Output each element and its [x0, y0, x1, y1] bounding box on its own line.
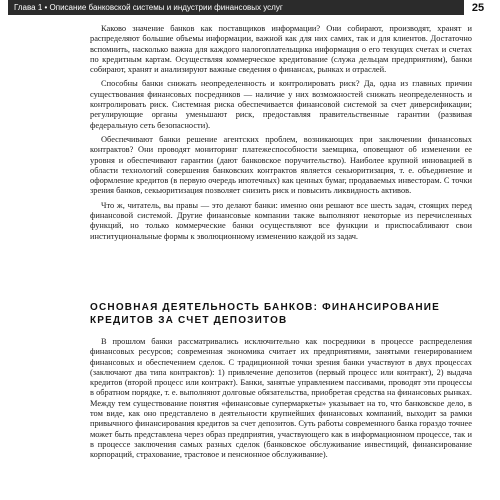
paragraph: Каково значение банков как поставщиков информации? Они собирают, производят, хранят и распределяют большие объемы информации, важной как для них самих, так и для клиентов. Достаточно вспомнить, насколько важна для каждого налогоплательщика информация о его текущих счетах и счетах по кредитным картам. Осуществляя коммерческое кредитование (служа дельцам предприятиям), банки собирают, хранят и анализируют важные сведения о финансах, рынках и отраслей. — [90, 24, 472, 75]
paragraph: Что ж, читатель, вы правы — это делают банки: именно они решают все шесть задач, стоящих перед финансовой системой. Другие финансовые компании также выполняют некоторые из перечисленных функций, но только коммерческие банки осуществляют все функции и приспосабливают свои институциональные формы к эволюционному изменению каждой из задач. — [90, 200, 472, 241]
body-text-bottom — [90, 337, 472, 465]
body-text-top — [90, 24, 472, 246]
paragraph: Обеспечивают банки решение агентских проблем, возникающих при заключении финансовых контрактов? Они проводят мониторинг платежеспособности заемщика, оповещают об изменении ее уровня и обеспечивают гарантии (дают банковское поручительство). Наиболее крупной инновацией в области технологий совершения банковских контрактов является секьюритизация, т. е. объединение и оформление кредитов (в первую очередь ипотечных) как ценных бумаг, продаваемых инвесторам. С точки зрения банков, секьюритизация позволяет снизить риск и повысить ликвидность активов. — [90, 134, 472, 196]
paragraph: Способны банки снижать неопределенность и контролировать риск? Да, одна из главных причин существования финансовых посредников — наличие у них возможностей снижать неопределенность и контролировать риск. Системная риска обеспечивается финансовой системой за счет диверсификации; регулирующие органы уменьшают риск, предоставляя правительственные гарантии (развивая федеральную сеть безопасности). — [90, 79, 472, 130]
running-header — [8, 0, 492, 15]
running-title: Глава 1 • Описание банковской системы и индустрии финансовых услуг — [14, 3, 283, 12]
page-number: 25 — [464, 0, 492, 15]
section-heading: ОСНОВНАЯ ДЕЯТЕЛЬНОСТЬ БАНКОВ: ФИНАНСИРОВАНИЕ КРЕДИТОВ ЗА СЧЕТ ДЕПОЗИТОВ — [90, 302, 441, 326]
paragraph: В прошлом банки рассматривались исключительно как посредники в процессе распределения финансовых ресурсов; современная экономика считает их предприятиями, занятыми генерированием финансовых и обеспечением сделок. С традиционной точки зрения банки участвуют в двух процессах (заключают два типа контрактов): 1) привлечение депозитов (первый процесс или контракт), 2) выдача кредитов (второй процесс или контракт). Банки, занятые управлением пассивами, проводят эти процессы в обратном порядке, т. е. выполняют долговые обязательства, приобретая средства на финансовых рынках. Между тем существование понятия «финансовые супермаркеты» указывает на то, что банковское дело, в том виде, как оно представлено в деятельности крупнейших финансовых компаний, выходит за рамки привычного финансирования кредитов за счет депозитов. Суть работы современного банка гораздо точнее может быть представлена через образ предприятия, участвующего как в информационном процессе, так и в процессе заключения самых разных сделок (банковское обслуживание инвестиций, финансирование корпораций, страхование, трастовое и пенсионное обслуживание). — [90, 337, 472, 460]
